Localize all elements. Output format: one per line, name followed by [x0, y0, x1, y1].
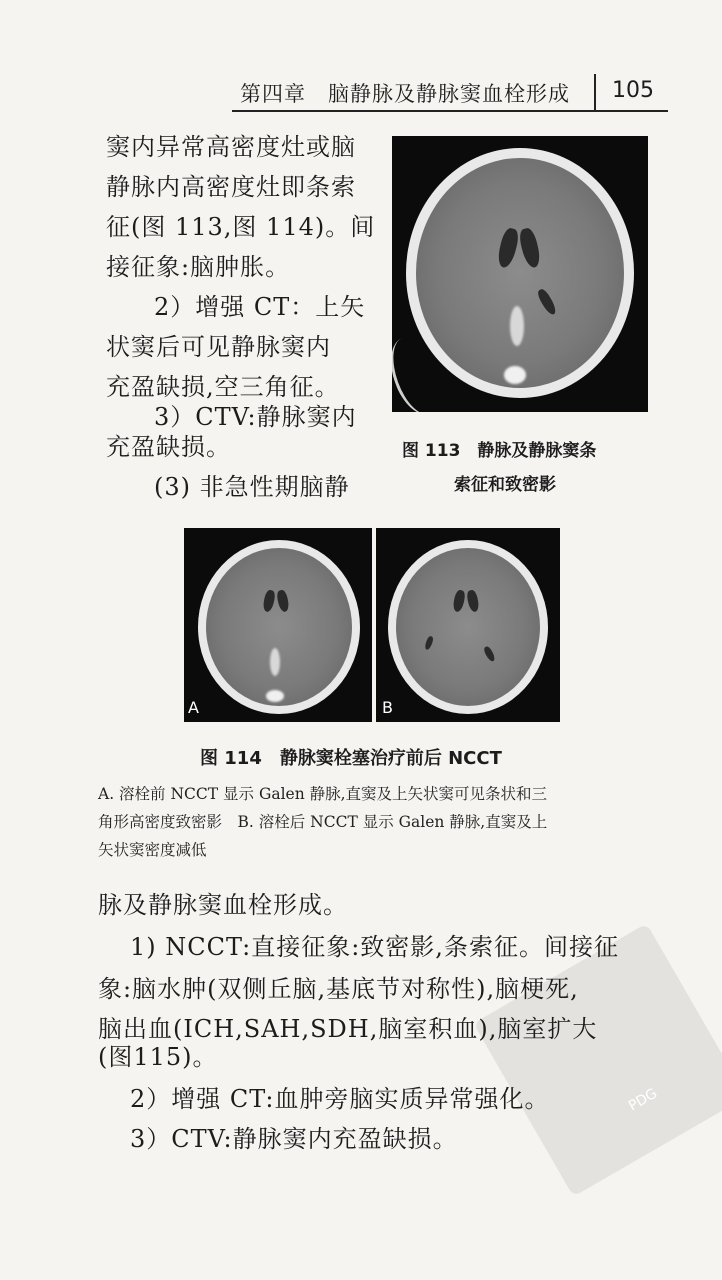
watermark-text: PDG: [626, 1085, 661, 1115]
body-line: 3）CTV:静脉窦内: [154, 403, 357, 431]
body-line: 3）CTV:静脉窦内充盈缺损。: [130, 1125, 458, 1153]
panel-b-label: B: [382, 698, 393, 717]
figure-note-line: 角形高密度致密影 B. 溶栓后 NCCT 显示 Galen 静脉,直窦及上: [98, 813, 548, 831]
body-line: 脑出血(ICH,SAH,SDH,脑室积血),脑室扩大: [98, 1015, 598, 1043]
body-line: 1) NCCT:直接征象:致密影,条索征。间接征: [130, 933, 619, 961]
page-number: 105: [612, 78, 654, 103]
header-divider: [594, 74, 596, 110]
figure113-ct-image: [392, 136, 648, 412]
body-line: 状窦后可见静脉窦内: [106, 333, 331, 361]
body-line: (3) 非急性期脑静: [154, 473, 350, 501]
body-line: 2）增强 CT：上矢: [154, 293, 366, 321]
body-line: 2）增强 CT:血肿旁脑实质异常强化。: [130, 1085, 550, 1113]
body-line: 象:脑水肿(双侧丘脑,基底节对称性),脑梗死,: [98, 975, 579, 1003]
body-line: (图115)。: [98, 1043, 218, 1071]
body-line: 充盈缺损。: [106, 433, 231, 461]
figure-note-line: 矢状窦密度减低: [98, 841, 207, 859]
chapter-title: 第四章 脑静脉及静脉窦血栓形成: [240, 82, 570, 106]
figure114-panel-a: [184, 528, 372, 722]
figure113-caption-line2: 索征和致密影: [454, 475, 556, 495]
body-line: 窦内异常高密度灶或脑: [106, 133, 356, 161]
body-line: 征(图 113,图 114)。间: [106, 213, 376, 241]
panel-a-label: A: [188, 698, 199, 717]
body-line: 脉及静脉窦血栓形成。: [98, 891, 348, 919]
watermark-stamp: [473, 923, 722, 1196]
figure114-panel-b: [376, 528, 560, 722]
body-line: 静脉内高密度灶即条索: [106, 173, 356, 201]
figure113-caption-line1: 图 113 静脉及静脉窦条: [402, 441, 597, 461]
figure114-caption: 图 114 静脉窦栓塞治疗前后 NCCT: [200, 748, 502, 769]
figure-note-line: A. 溶栓前 NCCT 显示 Galen 静脉,直窦及上矢状窦可见条状和三: [98, 785, 548, 803]
header-rule: [232, 110, 668, 112]
body-line: 充盈缺损,空三角征。: [106, 373, 340, 401]
body-line: 接征象:脑肿胀。: [106, 253, 291, 281]
